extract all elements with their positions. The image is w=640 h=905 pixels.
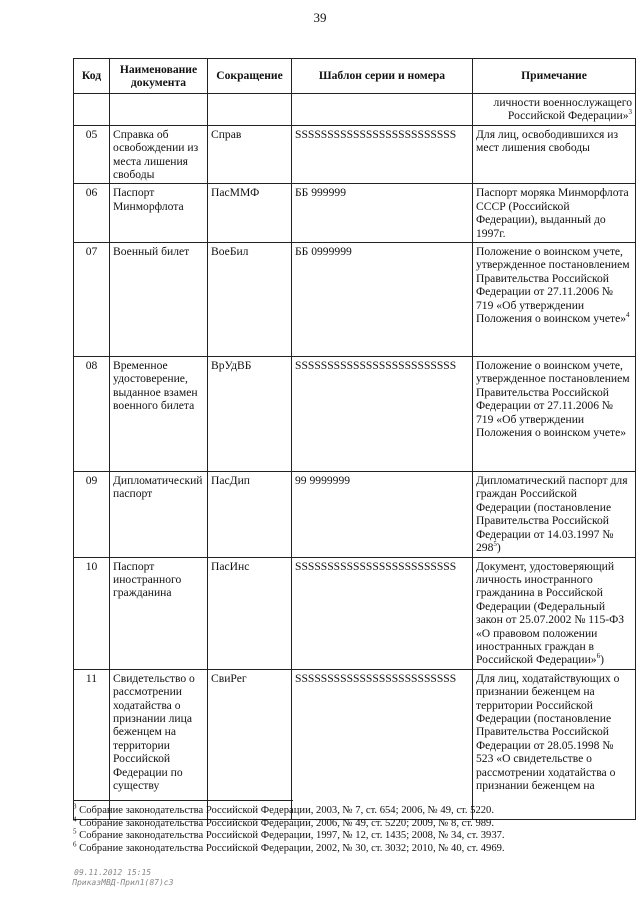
row-document-name: Справка об освобождении из места лишения свободы [110,125,208,184]
table-row [74,125,636,184]
row-pattern: SSSSSSSSSSSSSSSSSSSSSSSSS [292,125,473,184]
row-document-name: Свидетельство о рассмотрении ходатайства о признании лица беженцем на территории Российской Федерации по существу [110,669,208,819]
continuation-note: личности военнослужащего Российской Федерации»$^3$ [473,94,636,126]
table-row [74,472,636,557]
row-document-name: Временное удостоверение, выданное взамен военного билета [110,357,208,472]
header-abbreviation: Сокращение [208,59,292,94]
footnote-divider [73,800,293,801]
row-note: Положение о воинском учете, утвержденное постановлением Правительства Российской Федерации от 27.11.2006 № 719 «Об утверждении Положения о воинском учете»$^4$ [473,243,636,357]
footnote: $^6$ Собрание законодательства Российской Федерации, 2002, № 30, ст. 3032; 2010, № 40, ст. 4969. [73,840,505,854]
row-pattern: SSSSSSSSSSSSSSSSSSSSSSSSS [292,669,473,819]
row-code: 06 [74,184,110,243]
row-code: 11 [74,669,110,819]
table-row [74,184,636,243]
row-code: 07 [74,243,110,357]
row-code: 10 [74,557,110,669]
table-header-row [74,59,636,94]
row-pattern: 99 9999999 [292,472,473,557]
row-document-name: Военный билет [110,243,208,357]
row-note: Документ, удостоверяющий личность иностранного гражданина в Российской Федерации (Федеральный закон от 25.07.2002 № 115-ФЗ «О правовом положении иностранных граждан в Российской Федерации»$^6$) [473,557,636,669]
document-types-table [73,58,636,820]
row-pattern: ББ 999999 [292,184,473,243]
row-abbreviation: ПасММФ [208,184,292,243]
footnote: $^3$ Собрание законодательства Российской Федерации, 2003, № 7, ст. 654; 2006, № 49, ст. 5220. [73,802,494,816]
table-row [74,357,636,472]
row-pattern: SSSSSSSSSSSSSSSSSSSSSSSSS [292,557,473,669]
footnote: $^4$ Собрание законодательства Российской Федерации, 2006, № 49, ст. 5220; 2009, № 8, ст. 989. [73,815,494,829]
row-note: Положение о воинском учете, утвержденное постановлением Правительства Российской Федерации от 27.11.2006 № 719 «Об утверждении Положения о воинском учете» [473,357,636,472]
footnotes [73,800,635,855]
row-pattern: ББ 0999999 [292,243,473,357]
row-abbreviation: Справ [208,125,292,184]
row-document-name: Паспорт иностранного гражданина [110,557,208,669]
document-stamp: 09.11.2012 15:15 ПриказМВД-Прил1(87)с3 [71,868,175,887]
row-abbreviation: ВоеБил [208,243,292,357]
row-abbreviation: ПасДип [208,472,292,557]
row-abbreviation: ПасИнс [208,557,292,669]
table-row [74,669,636,819]
row-code: 08 [74,357,110,472]
row-code: 09 [74,472,110,557]
header-name: Наименование документа [110,59,208,94]
row-abbreviation: ВрУдВБ [208,357,292,472]
row-code: 05 [74,125,110,184]
footnote: $^5$ Собрание законодательства Российской Федерации, 1997, № 12, ст. 1435; 2008, № 34, ст. 3937. [73,827,505,842]
header-code: Код [74,59,110,94]
table-row [74,557,636,669]
row-note: Для лиц, освободившихся из мест лишения свободы [473,125,636,184]
continuation-row [74,94,636,126]
row-note: Паспорт моряка Минморфлота СССР (Российской Федерации), выданный до 1997г. [473,184,636,243]
row-note: Дипломатический паспорт для граждан Российской Федерации (постановление Правительства Российской Федерации от 14.03.1997 № $298^5$) [473,472,636,557]
table-row [74,243,636,357]
row-document-name: Паспорт Минморфлота [110,184,208,243]
page-number: 39 [313,10,327,25]
header-note: Примечание [473,59,636,94]
header-pattern: Шаблон серии и номера [292,59,473,94]
row-pattern: SSSSSSSSSSSSSSSSSSSSSSSSS [292,357,473,472]
row-note: Для лиц, ходатайствующих о признании беженцем на территории Российской Федерации (постановление Правительства Российской Федерации от 28.05.1998 № 523 «О свидетельстве о рассмотрении ходатайства о признании беженцем на [473,669,636,819]
row-abbreviation: СвиРег [208,669,292,819]
row-document-name: Дипломатический паспорт [110,472,208,557]
